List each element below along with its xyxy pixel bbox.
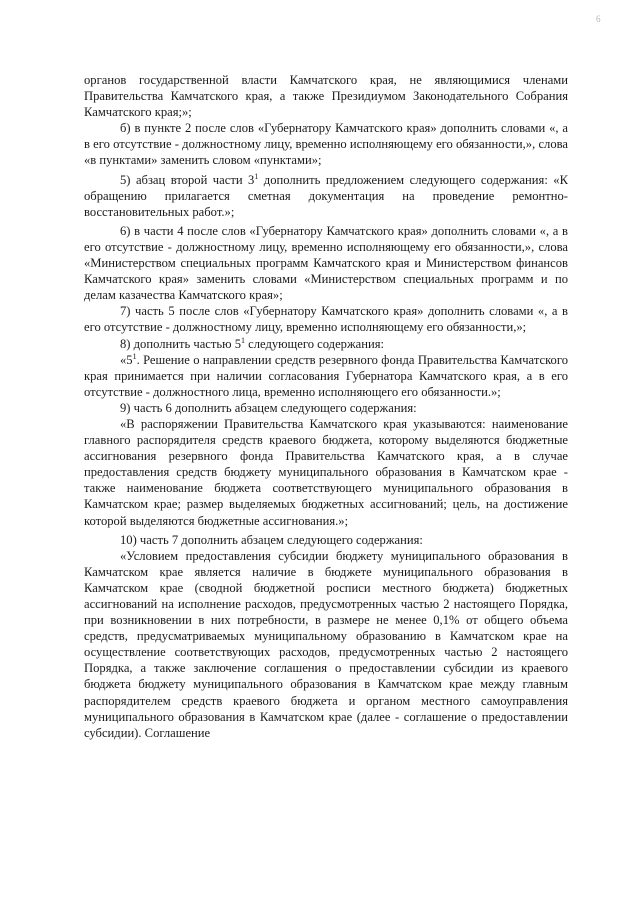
superscript: 1 [241,335,245,345]
paragraph [84,336,568,352]
paragraph [84,172,568,220]
paragraph [84,303,568,335]
paragraph [84,400,568,416]
paragraph [84,548,568,741]
text-run: 10) часть 7 дополнить абзацем следующего содержания: [120,532,423,547]
text-run: органов государственной власти Камчатского края, не являющимися членами Правительства Камчатского края, а также Президиумом Законодательного Собрания Камчатского края;»; [84,73,568,120]
document-body [84,72,568,741]
text-run: 8) дополнить частью 5 [120,336,241,351]
text-run: дополнить предложением следующего содержания: «К обращению прилагается сметная документация на проведение ремонтно-восстановительных работ.»; [84,172,568,219]
text-run: 9) часть 6 дополнить абзацем следующего содержания: [120,400,417,415]
text-run: б) в пункте 2 после слов «Губернатору Камчатского края» дополнить словами «, а в его отсутствие - должностному лицу, временно исполняющему его обязанности,», слова «в пунктами» заменить словом «пунктами»; [84,121,568,168]
text-run: 5) абзац второй части 3 [120,172,255,187]
page-number: 6 [596,14,601,24]
text-run: 6) в части 4 после слов «Губернатору Камчатского края» дополнить словами «, а в его отсутствие - должностному лицу, временно исполняющему его обязанности,», слова «Министерством специальных программ Камчатского края и Министерством финансов Камчатского края» заменить словами «Министерством специальных программ и по делам казачества Камчатского края»; [84,223,568,303]
paragraph [84,352,568,400]
paragraph [84,120,568,168]
superscript: 1 [254,171,259,181]
text-run: следующего содержания: [245,336,385,351]
paragraph [84,416,568,529]
text-run: . Решение о направлении средств резервного фонда Правительства Камчатского края принимается при наличии согласования Губернатора Камчатского края, а в его отсутствие - должностного лица, временно исполняющего его обязанности.»; [84,352,568,399]
superscript: 1 [132,351,137,361]
paragraph [84,532,568,548]
text-run: «В распоряжении Правительства Камчатского края указываются: наименование главного распорядителя средств краевого бюджета, которому выделяются бюджетные ассигнования резервного фонда Правительства Камчатского края, а в случае предоставления средств бюджету муниципального образования в Камчатском крае - также наименование бюджета соответствующего муниципального образования в Камчатском крае; размер выделяемых бюджетных ассигнований; цель, на достижение которой выделяются бюджетные ассигнования.»; [84,416,568,528]
paragraph [84,223,568,303]
text-run: 7) часть 5 после слов «Губернатору Камчатского края» дополнить словами «, а в его отсутствие - должностному лицу, временно исполняющему его обязанности,»; [84,304,568,335]
text-run: «Условием предоставления субсидии бюджету муниципального образования в Камчатском крае является наличие в бюджете муниципального образования в Камчатском крае (сводной бюджетной росписи местного бюджета) бюджетных ассигнований на исполнение расходов, предусмотренных частью 2 настоящего Порядка, при возникновении в них потребности, в размере не менее 0,1% от общего объема средств, предусматриваемых муниципальному образованию в Камчатском крае на осуществление соответствующих расходов, предусмотренных частью 2 настоящего Порядка, а также заключение соглашения о предоставлении субсидии из краевого бюджета бюджету муниципального образования в Камчатском крае между главным распорядителем средств краевого бюджета и органом местного самоуправления муниципального образования в Камчатском крае (далее - соглашение о предоставлении субсидии). Соглашение [84,548,568,740]
text-run: «5 [120,352,133,367]
paragraph [84,72,568,120]
